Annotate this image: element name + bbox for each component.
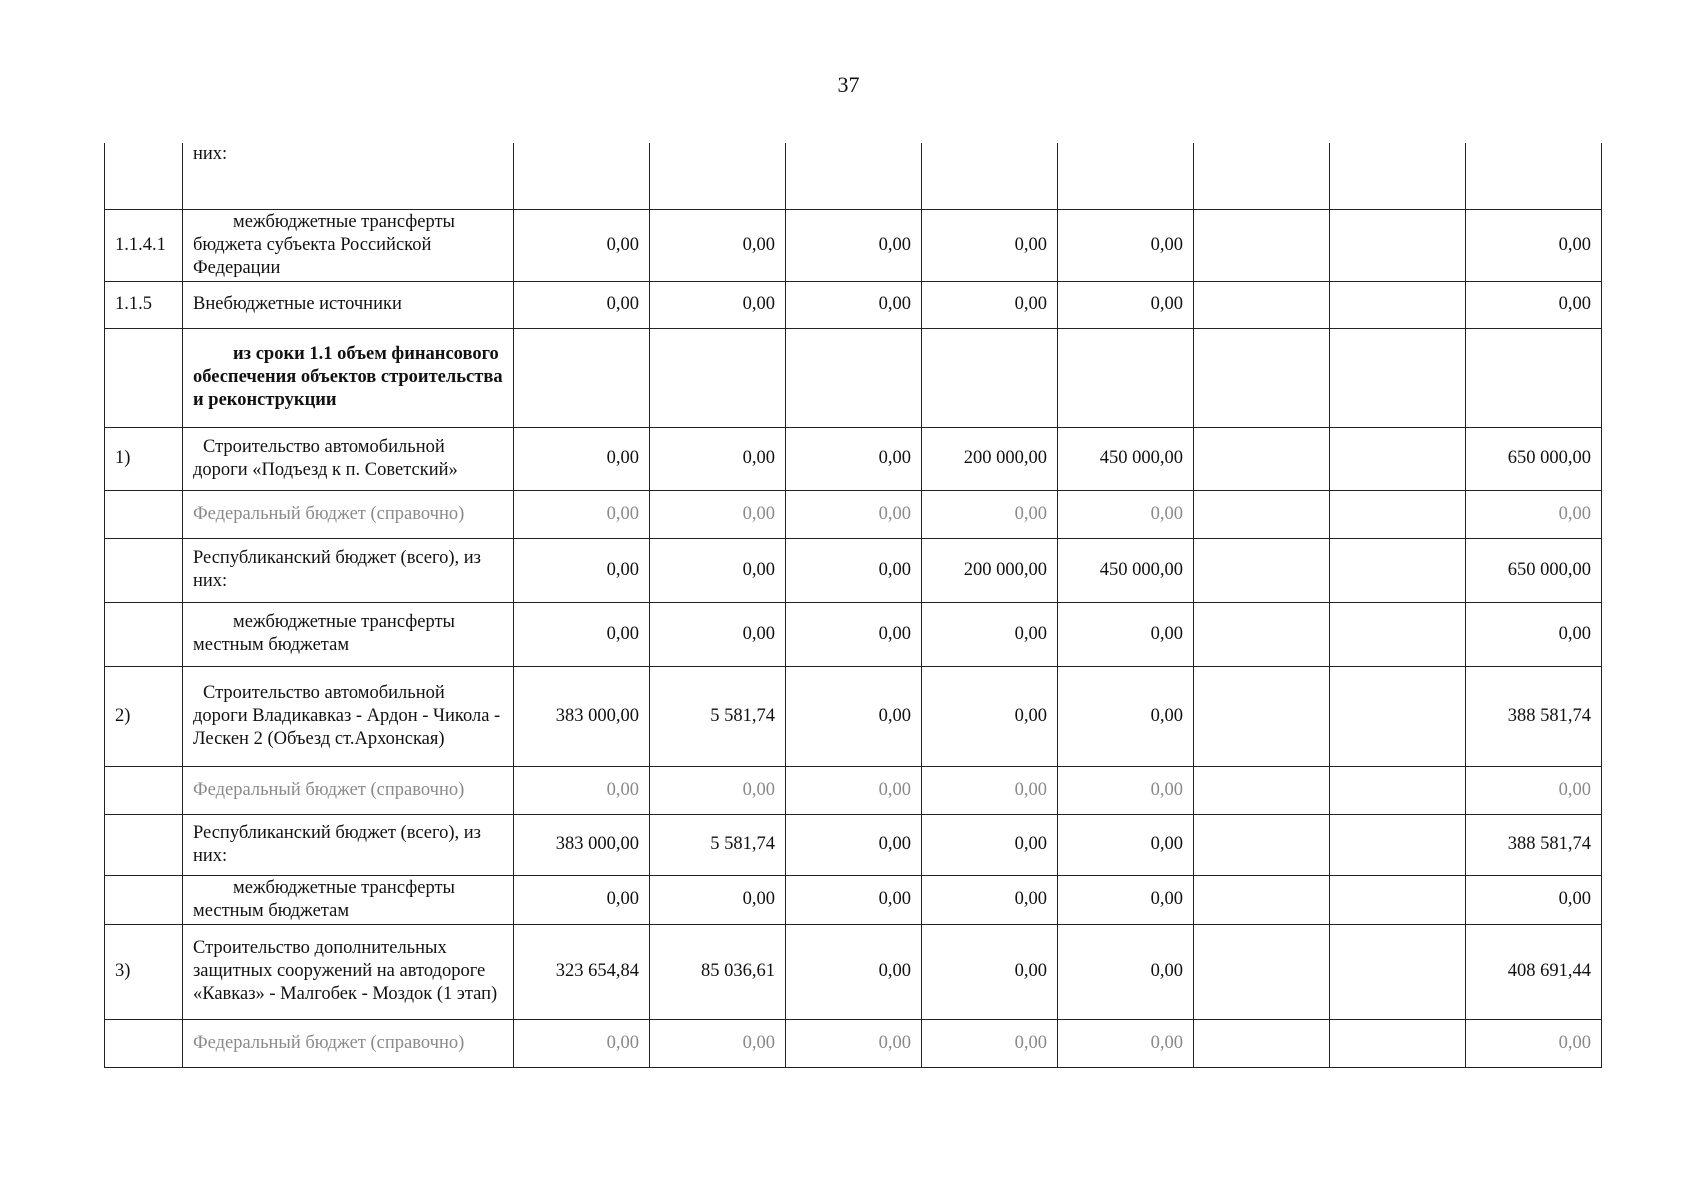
- row-code-cell: [105, 766, 183, 814]
- row-name-cell: межбюджетные трансферты бюджета субъекта Российской Федерации: [183, 209, 514, 281]
- value-cell: [1330, 328, 1466, 427]
- row-code-cell: 2): [105, 666, 183, 766]
- value-cell: 0,00: [1058, 766, 1194, 814]
- value-cell: [1194, 814, 1330, 875]
- value-cell: [1330, 602, 1466, 666]
- row-name-cell: Федеральный бюджет (справочно): [183, 766, 514, 814]
- value-cell: 650 000,00: [1466, 427, 1602, 490]
- value-cell: 0,00: [1466, 875, 1602, 924]
- value-cell: 0,00: [786, 1019, 922, 1067]
- value-cell: 0,00: [650, 427, 786, 490]
- value-cell: [1194, 209, 1330, 281]
- value-cell: 0,00: [650, 766, 786, 814]
- value-cell: 0,00: [786, 666, 922, 766]
- value-cell: 0,00: [1466, 209, 1602, 281]
- value-cell: 0,00: [514, 875, 650, 924]
- value-cell: [1330, 427, 1466, 490]
- value-cell: 0,00: [786, 209, 922, 281]
- value-cell: 450 000,00: [1058, 427, 1194, 490]
- value-cell: [1330, 281, 1466, 328]
- value-cell: 0,00: [514, 427, 650, 490]
- table-row: [105, 538, 1602, 602]
- value-cell: [1194, 1019, 1330, 1067]
- value-cell: 323 654,84: [514, 924, 650, 1019]
- row-name-cell: межбюджетные трансферты местным бюджетам: [183, 602, 514, 666]
- value-cell: [922, 143, 1058, 209]
- value-cell: 0,00: [922, 1019, 1058, 1067]
- value-cell: 0,00: [650, 281, 786, 328]
- row-code-cell: 1.1.5: [105, 281, 183, 328]
- value-cell: 0,00: [1466, 1019, 1602, 1067]
- table-row: [105, 209, 1602, 281]
- table-row: [105, 924, 1602, 1019]
- row-code-cell: [105, 490, 183, 538]
- value-cell: 0,00: [1058, 490, 1194, 538]
- value-cell: 0,00: [514, 602, 650, 666]
- value-cell: [650, 328, 786, 427]
- row-name-cell: Строительство автомобильной дороги Владикавказ - Ардон - Чикола - Лескен 2 (Объезд ст.Архонская): [183, 666, 514, 766]
- table-row: [105, 602, 1602, 666]
- value-cell: 0,00: [1058, 924, 1194, 1019]
- value-cell: 0,00: [922, 209, 1058, 281]
- value-cell: 388 581,74: [1466, 666, 1602, 766]
- value-cell: 85 036,61: [650, 924, 786, 1019]
- row-code-cell: 1): [105, 427, 183, 490]
- value-cell: [1194, 766, 1330, 814]
- value-cell: [1330, 1019, 1466, 1067]
- value-cell: 450 000,00: [1058, 538, 1194, 602]
- value-cell: 0,00: [922, 814, 1058, 875]
- row-name-cell: Республиканский бюджет (всего), из них:: [183, 814, 514, 875]
- value-cell: 0,00: [1466, 281, 1602, 328]
- value-cell: [514, 328, 650, 427]
- budget-table: [104, 143, 1602, 1068]
- table-row: [105, 281, 1602, 328]
- row-code-cell: [105, 143, 183, 209]
- value-cell: 0,00: [786, 766, 922, 814]
- value-cell: [1466, 143, 1602, 209]
- value-cell: 0,00: [786, 281, 922, 328]
- row-code-cell: [105, 875, 183, 924]
- value-cell: [1330, 538, 1466, 602]
- value-cell: 0,00: [922, 924, 1058, 1019]
- row-name-cell: Федеральный бюджет (справочно): [183, 1019, 514, 1067]
- value-cell: 388 581,74: [1466, 814, 1602, 875]
- table-body: [105, 143, 1602, 1067]
- value-cell: 0,00: [514, 209, 650, 281]
- value-cell: [1330, 924, 1466, 1019]
- table-row: [105, 328, 1602, 427]
- value-cell: 0,00: [922, 766, 1058, 814]
- value-cell: [1194, 666, 1330, 766]
- value-cell: 0,00: [1058, 875, 1194, 924]
- value-cell: 0,00: [650, 875, 786, 924]
- value-cell: [514, 143, 650, 209]
- table-row: [105, 427, 1602, 490]
- value-cell: [1194, 281, 1330, 328]
- row-name-cell: Строительство дополнительных защитных сооружений на автодороге «Кавказ» - Малгобек - Моздок (1 этап): [183, 924, 514, 1019]
- value-cell: 0,00: [922, 281, 1058, 328]
- table-row: [105, 143, 1602, 209]
- value-cell: 5 581,74: [650, 814, 786, 875]
- value-cell: 0,00: [1058, 814, 1194, 875]
- value-cell: 383 000,00: [514, 666, 650, 766]
- value-cell: 650 000,00: [1466, 538, 1602, 602]
- value-cell: 0,00: [1466, 490, 1602, 538]
- value-cell: [922, 328, 1058, 427]
- value-cell: 0,00: [786, 427, 922, 490]
- value-cell: 0,00: [650, 602, 786, 666]
- table-row: [105, 814, 1602, 875]
- value-cell: 0,00: [514, 538, 650, 602]
- value-cell: [1194, 602, 1330, 666]
- value-cell: [650, 143, 786, 209]
- row-name-cell: межбюджетные трансферты местным бюджетам: [183, 875, 514, 924]
- value-cell: [1330, 766, 1466, 814]
- value-cell: 0,00: [786, 875, 922, 924]
- row-code-cell: [105, 814, 183, 875]
- value-cell: [1330, 814, 1466, 875]
- value-cell: [1330, 875, 1466, 924]
- value-cell: 0,00: [1058, 602, 1194, 666]
- value-cell: [1330, 490, 1466, 538]
- value-cell: [1058, 143, 1194, 209]
- value-cell: [1194, 490, 1330, 538]
- value-cell: 0,00: [514, 490, 650, 538]
- value-cell: 0,00: [922, 666, 1058, 766]
- row-code-cell: [105, 328, 183, 427]
- table-row: [105, 875, 1602, 924]
- value-cell: [1194, 427, 1330, 490]
- row-code-cell: [105, 538, 183, 602]
- row-code-cell: [105, 602, 183, 666]
- value-cell: [786, 328, 922, 427]
- value-cell: [1330, 666, 1466, 766]
- row-code-cell: 3): [105, 924, 183, 1019]
- value-cell: [1194, 924, 1330, 1019]
- value-cell: 0,00: [1058, 209, 1194, 281]
- value-cell: [1194, 875, 1330, 924]
- row-name-cell: Федеральный бюджет (справочно): [183, 490, 514, 538]
- value-cell: 0,00: [786, 538, 922, 602]
- row-code-cell: [105, 1019, 183, 1067]
- table-row: [105, 1019, 1602, 1067]
- table-row: [105, 666, 1602, 766]
- row-name-cell: из сроки 1.1 объем финансового обеспечения объектов строительства и реконструкции: [183, 328, 514, 427]
- value-cell: [1330, 209, 1466, 281]
- table-row: [105, 490, 1602, 538]
- row-name-cell: Внебюджетные источники: [183, 281, 514, 328]
- value-cell: [1194, 538, 1330, 602]
- row-name-cell: них:: [183, 143, 514, 209]
- value-cell: 0,00: [1058, 666, 1194, 766]
- value-cell: [1194, 328, 1330, 427]
- value-cell: 0,00: [922, 602, 1058, 666]
- value-cell: 0,00: [1058, 1019, 1194, 1067]
- value-cell: 0,00: [1466, 766, 1602, 814]
- value-cell: [1466, 328, 1602, 427]
- value-cell: [786, 143, 922, 209]
- value-cell: 0,00: [650, 1019, 786, 1067]
- value-cell: 0,00: [514, 1019, 650, 1067]
- value-cell: 0,00: [1058, 281, 1194, 328]
- row-name-cell: Строительство автомобильной дороги «Подъезд к п. Советский»: [183, 427, 514, 490]
- value-cell: 200 000,00: [922, 427, 1058, 490]
- page-number: 37: [837, 72, 860, 97]
- value-cell: 0,00: [514, 766, 650, 814]
- value-cell: [1330, 143, 1466, 209]
- value-cell: 0,00: [922, 490, 1058, 538]
- value-cell: 0,00: [514, 281, 650, 328]
- value-cell: 0,00: [786, 814, 922, 875]
- value-cell: [1058, 328, 1194, 427]
- value-cell: [1194, 143, 1330, 209]
- value-cell: 0,00: [1466, 602, 1602, 666]
- row-code-cell: 1.1.4.1: [105, 209, 183, 281]
- value-cell: 0,00: [786, 602, 922, 666]
- value-cell: 0,00: [650, 209, 786, 281]
- table-row: [105, 766, 1602, 814]
- value-cell: 200 000,00: [922, 538, 1058, 602]
- value-cell: 0,00: [786, 924, 922, 1019]
- value-cell: 0,00: [650, 538, 786, 602]
- value-cell: 383 000,00: [514, 814, 650, 875]
- value-cell: 408 691,44: [1466, 924, 1602, 1019]
- value-cell: 0,00: [650, 490, 786, 538]
- value-cell: 0,00: [786, 490, 922, 538]
- row-name-cell: Республиканский бюджет (всего), из них:: [183, 538, 514, 602]
- value-cell: 5 581,74: [650, 666, 786, 766]
- value-cell: 0,00: [922, 875, 1058, 924]
